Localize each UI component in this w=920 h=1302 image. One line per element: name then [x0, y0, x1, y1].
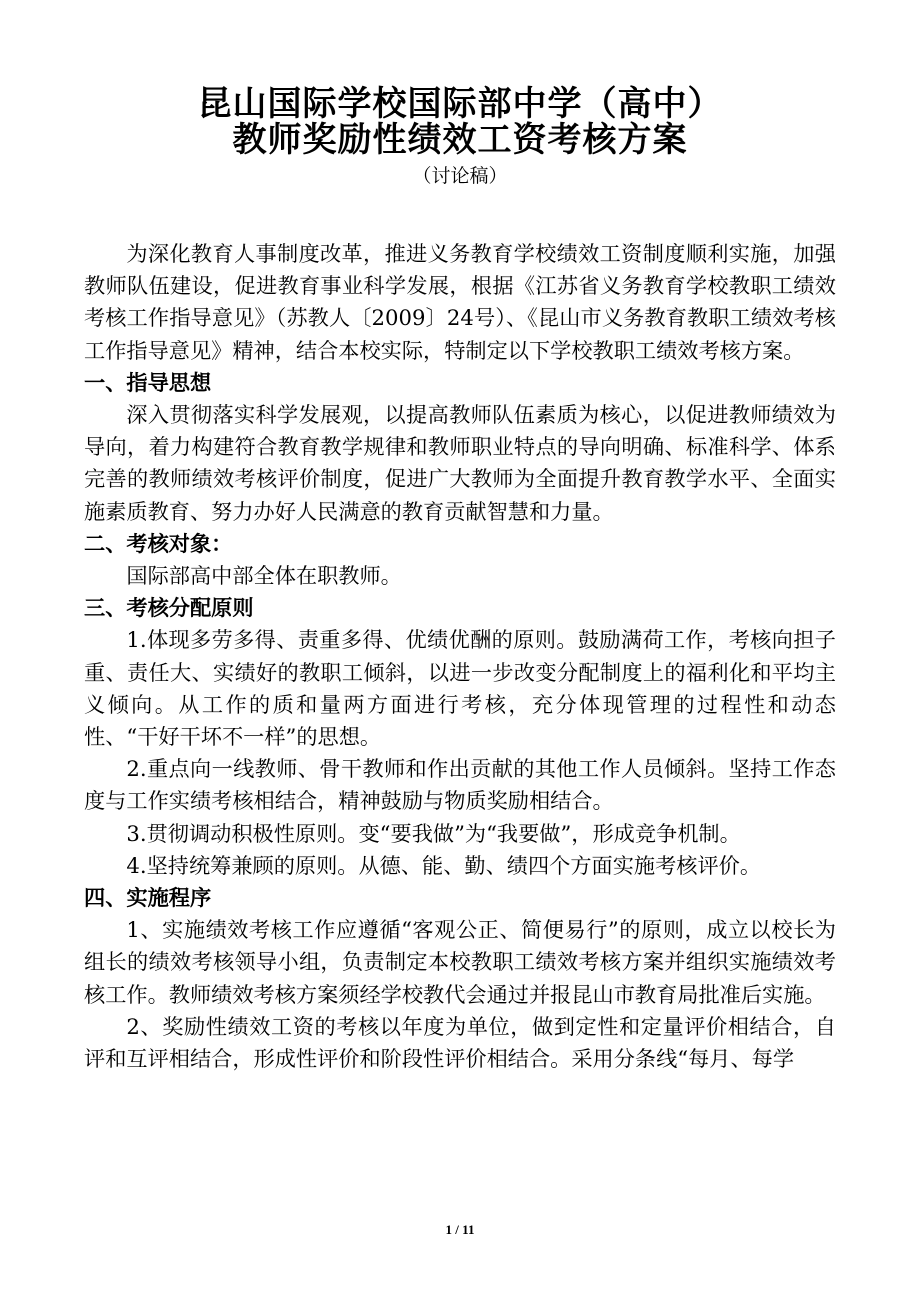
document-body — [84, 238, 836, 1075]
page-number: 1 / 11 — [445, 1222, 475, 1237]
document-title-line2: 教师奖励性绩效工资考核方案 — [232, 120, 688, 160]
section-paragraph: 3.贯彻调动积极性原则。变“要我做”为“我要做”，形成竞争机制。 — [126, 820, 741, 846]
section-paragraph: 1.体现多劳多得、责重多得、优绩优酬的原则。鼓励满荷工作，考核向担子重、责任大、实绩好的教职工倾斜，以进一步改变分配制度上的福利化和平均主义倾向。从工作的质和量两方面进行考核，充分体现管理的过程性和动态性、“干好干坏不一样”的思想。 — [84, 627, 836, 750]
section-paragraph: 深入贯彻落实科学发展观，以提高教师队伍素质为核心，以促进教师绩效为导向，着力构建符合教育教学规律和教师职业特点的导向明确、标准科学、体系完善的教师绩效考核评价制度，促进广大教师为全面提升教育教学水平、全面实施素质教育、努力办好人民满意的教育贡献智慧和力量。 — [84, 402, 836, 524]
section-heading-implementation-procedure: 四、实施程序 — [84, 885, 212, 911]
document-title-line1: 昆山国际学校国际部中学（高中） — [197, 84, 723, 124]
section-heading-assessment-targets: 二、考核对象： — [84, 530, 233, 556]
section-paragraph: 4.坚持统筹兼顾的原则。从德、能、勤、绩四个方面实施考核评价。 — [126, 852, 762, 878]
section-heading-guiding-ideology: 一、指导思想 — [84, 369, 212, 395]
section-heading-distribution-principles: 三、考核分配原则 — [84, 595, 254, 621]
section-paragraph: 2、奖励性绩效工资的考核以年度为单位，做到定性和定量评价相结合，自评和互评相结合，形成性评价和阶段性评价相结合。采用分条线“每月、每学 — [84, 1013, 836, 1072]
section-paragraph: 1、实施绩效考核工作应遵循“客观公正、简便易行”的原则，成立以校长为组长的绩效考核领导小组，负责制定本校教职工绩效考核方案并组织实施绩效考核工作。教师绩效考核方案须经学校教代会通过并报昆山市教育局批准后实施。 — [84, 917, 836, 1007]
document-subtitle: （讨论稿） — [412, 165, 508, 187]
intro-paragraph: 为深化教育人事制度改革，推进义务教育学校绩效工资制度顺利实施，加强教师队伍建设，促进教育事业科学发展，根据《江苏省义务教育学校教职工绩效考核工作指导意见》（苏教人〔2009〕24号）、《昆山市义务教育教职工绩效考核工作指导意见》精神，结合本校实际，特制定以下学校教职工绩效考核方案。 — [84, 241, 836, 363]
section-paragraph: 国际部高中部全体在职教师。 — [126, 563, 402, 589]
section-paragraph: 2.重点向一线教师、骨干教师和作出贡献的其他工作人员倾斜。坚持工作态度与工作实绩考核相结合，精神鼓励与物质奖励相结合。 — [84, 756, 836, 814]
